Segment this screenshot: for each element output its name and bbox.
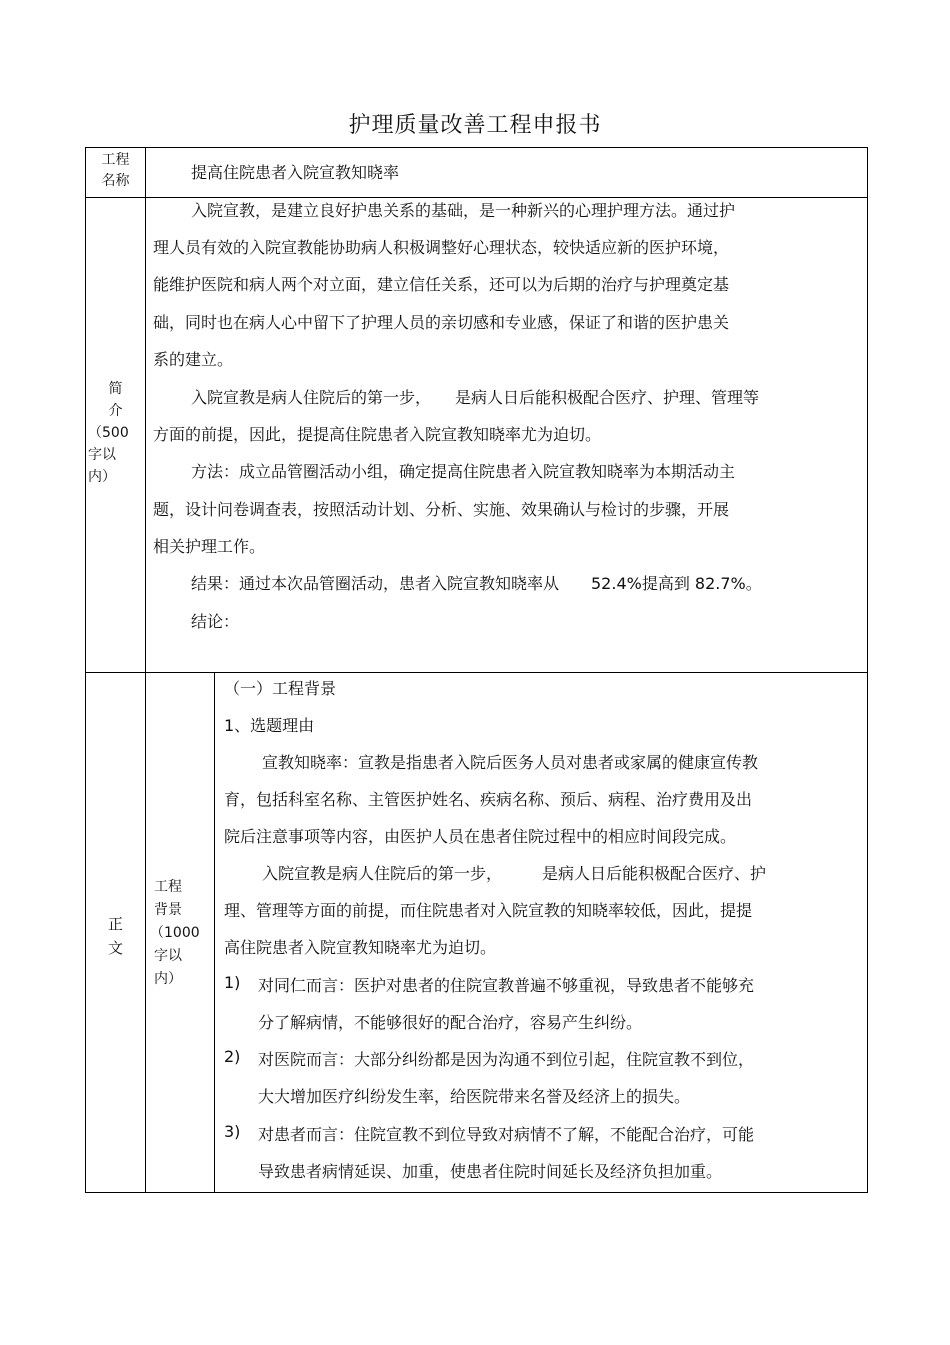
project-name-value: 提高住院患者入院宣教知晓率	[191, 163, 400, 182]
intro-paragraph-line: 方面的前提，因此，提提高住院患者入院宣教知晓率尤为迫切。	[153, 425, 602, 444]
list-item-line: 对患者而言：住院宣教不到位导致对病情不了解，不能配合治疗，可能	[258, 1125, 755, 1144]
table-border-top	[85, 147, 868, 148]
table-column-divider	[214, 672, 215, 1193]
label-line: 工程	[154, 879, 182, 895]
project-name-label	[86, 150, 145, 192]
label-line: 简	[108, 381, 123, 397]
intro-result-line: 结果：通过本次品管圈活动，患者入院宣教知晓率从 52.4%提高到 82.7%。	[191, 574, 762, 593]
intro-paragraph-line: 题，设计问卷调查表，按照活动计划、分析、实施、效果确认与检讨的步骤，开展	[153, 500, 730, 519]
body-subheading: 1、选题理由	[224, 716, 315, 735]
list-item-number: 3)	[224, 1122, 241, 1141]
label-line: 背景	[154, 902, 182, 918]
body-paragraph-line: 高住院患者入院宣教知晓率尤为迫切。	[224, 938, 497, 957]
label-line: 内）	[154, 971, 182, 987]
body-heading: （一）工程背景	[224, 679, 337, 698]
intro-paragraph-line: 入院宣教是病人住院后的第一步， 是病人日后能积极配合医疗、护理、管理等	[191, 388, 760, 407]
page-title: 护理质量改善工程申报书	[348, 113, 602, 138]
body-paragraph-line: 理、管理等方面的前提，而住院患者对入院宣教的知晓率较低，因此，提提	[224, 901, 753, 920]
list-item-line: 导致患者病情延误、加重，使患者住院时间延长及经济负担加重。	[258, 1162, 723, 1181]
label-line: 名称	[101, 173, 130, 189]
body-paragraph-line: 宣教知晓率：宣教是指患者入院后医务人员对患者或家属的健康宣传教	[262, 753, 759, 772]
body-paragraph-line: 育，包括科室名称、主管医护姓名、疾病名称、预后、病程、治疗费用及出	[224, 790, 753, 809]
label-line: （500	[88, 425, 129, 441]
body-sub-label	[150, 876, 214, 991]
label-line: 字以	[154, 948, 182, 964]
intro-paragraph-line: 能维护医院和病人两个对立面，建立信任关系，还可以为后期的治疗与护理奠定基	[153, 275, 730, 294]
list-item-number: 2)	[224, 1047, 241, 1066]
label-line: 字以	[88, 447, 116, 463]
intro-conclusion-line: 结论：	[191, 612, 240, 631]
intro-label	[86, 378, 145, 488]
table-row-divider	[85, 672, 868, 673]
label-line: （1000	[150, 925, 200, 941]
intro-paragraph-line: 础，同时也在病人心中留下了护理人员的亲切感和专业感，保证了和谐的医护患关	[153, 313, 730, 332]
list-item-line: 分了解病情，不能够很好的配合治疗，容易产生纠纷。	[258, 1013, 643, 1032]
label-line: 内）	[88, 469, 116, 485]
list-item-number: 1)	[224, 973, 241, 992]
table-border-bottom	[85, 1192, 868, 1193]
table-column-divider	[145, 147, 146, 1193]
intro-paragraph-line: 方法：成立品管圈活动小组，确定提高住院患者入院宣教知晓率为本期活动主	[191, 462, 736, 481]
label-line: 文	[107, 939, 123, 957]
body-paragraph-line: 入院宣教是病人住院后的第一步， 是病人日后能积极配合医疗、护	[262, 864, 767, 883]
label-line: 工程	[101, 152, 130, 168]
body-label	[86, 912, 145, 960]
table-border-right	[867, 147, 868, 1193]
intro-paragraph-line: 入院宣教，是建立良好护患关系的基础，是一种新兴的心理护理方法。通过护	[191, 201, 736, 220]
list-item-line: 大大增加医疗纠纷发生率，给医院带来名誉及经济上的损失。	[258, 1087, 691, 1106]
intro-paragraph-line: 相关护理工作。	[153, 537, 266, 556]
label-line: 正	[107, 915, 123, 933]
label-line: 介	[108, 403, 123, 419]
intro-paragraph-line: 系的建立。	[153, 350, 234, 369]
body-paragraph-line: 院后注意事项等内容，由医护人员在患者住院过程中的相应时间段完成。	[224, 827, 737, 846]
table-border-left	[85, 147, 86, 1193]
list-item-line: 对同仁而言：医护对患者的住院宣教普遍不够重视，导致患者不能够充	[258, 976, 755, 995]
intro-paragraph-line: 理人员有效的入院宣教能协助病人积极调整好心理状态，较快适应新的医护环境，	[153, 238, 730, 257]
list-item-line: 对医院而言：大部分纠纷都是因为沟通不到位引起，住院宣教不到位，	[258, 1050, 755, 1069]
